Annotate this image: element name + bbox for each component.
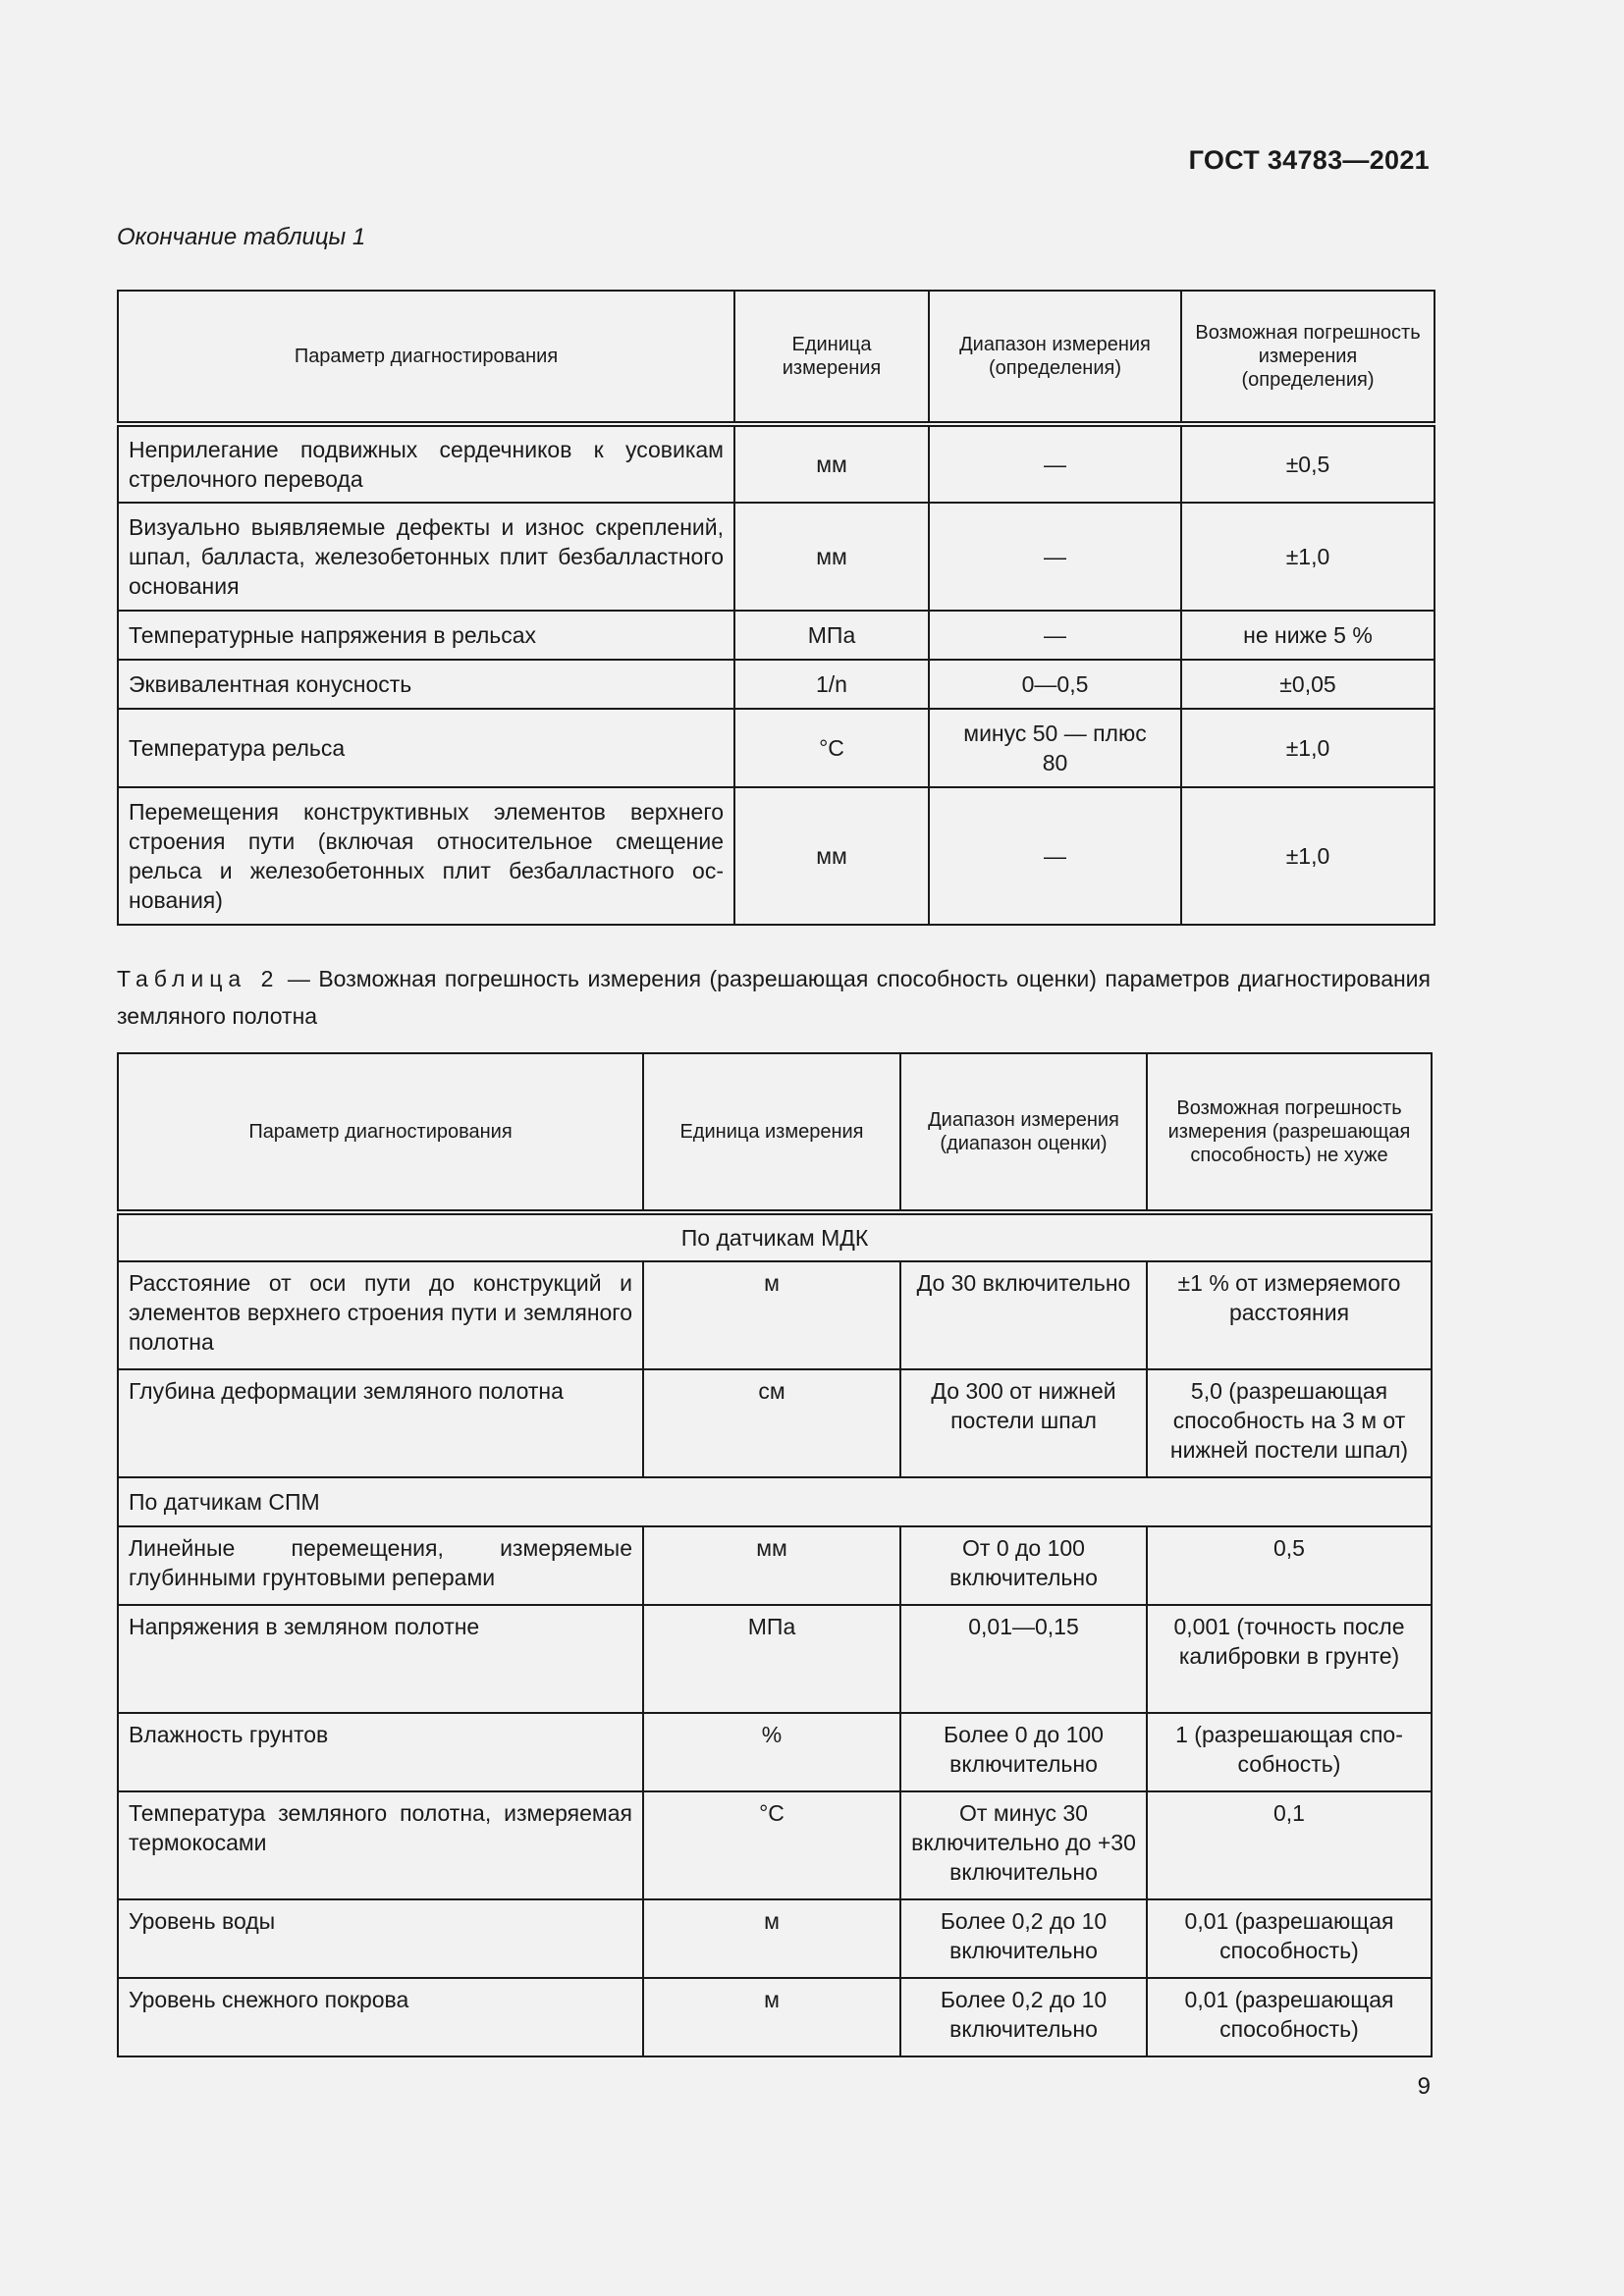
table2-cell-parameter: Уровень снежного покрова (118, 1978, 643, 2056)
table2-cell-unit: м (643, 1978, 900, 2056)
table-row (118, 787, 1435, 925)
section-mdk: По датчикам МДК (118, 1212, 1432, 1261)
table2-cell-unit: см (643, 1369, 900, 1477)
table1-cell-unit: МПа (734, 611, 929, 660)
table2-cell-error: 5,0 (разрешающая способность на 3 м от нижней постели шпал) (1147, 1369, 1432, 1477)
table-row (118, 1605, 1432, 1713)
table2-cell-error: 0,5 (1147, 1526, 1432, 1605)
table2-header-error: Возможная погрешность измерения (разрешающая способность) не хуже (1147, 1053, 1432, 1212)
table2-cell-parameter: Влажность грунтов (118, 1713, 643, 1791)
table2-cell-parameter: Глубина деформации земляного полотна (118, 1369, 643, 1477)
table-section-row (118, 1212, 1432, 1261)
standard-designation: ГОСТ 34783—2021 (1188, 145, 1430, 175)
table2-cell-parameter: Напряжения в земляном полотне (118, 1605, 643, 1713)
table1-header-range: Диапазон измерения (определения) (929, 291, 1181, 424)
table2-cell-error: 1 (разрешающая способность) (1147, 1713, 1432, 1791)
table2-cell-error: 0,001 (точность после калибровки в грунте) (1147, 1605, 1432, 1713)
table1-cell-parameter: Перемещения конструктивных элементов верхнего строения пути (включая относительное смещение рельса и железобетонных плит безбалластного основания) (118, 787, 734, 925)
table-row (118, 1526, 1432, 1605)
table-row (118, 1791, 1432, 1899)
table2-cell-error: ±1 % от измеряемого расстояния (1147, 1261, 1432, 1369)
table1-cell-range: — (929, 611, 1181, 660)
table-row (118, 1261, 1432, 1369)
table-row (118, 424, 1435, 503)
table2-header-parameter: Параметр диагностирования (118, 1053, 643, 1212)
table-row (118, 611, 1435, 660)
table1-cell-range: 0—0,5 (929, 660, 1181, 709)
table1-cell-parameter: Температурные напряжения в рельсах (118, 611, 734, 660)
table-section-row (118, 1477, 1432, 1526)
table2-cell-error: 0,1 (1147, 1791, 1432, 1899)
table2-cell-error: 0,01 (разрешающая способность) (1147, 1978, 1432, 2056)
table1-cell-range: — (929, 424, 1181, 503)
table2-cell-range: 0,01—0,15 (900, 1605, 1147, 1713)
table-1 (117, 290, 1435, 926)
table1-cell-unit: °С (734, 709, 929, 787)
table1-cell-range: — (929, 503, 1181, 611)
section-spm: По датчикам СПМ (118, 1477, 1432, 1526)
table2-cell-range: От 0 до 100 включительно (900, 1526, 1147, 1605)
table1-cell-parameter: Температура рельса (118, 709, 734, 787)
table1-cell-error: ±0,05 (1181, 660, 1435, 709)
page-number: 9 (1417, 2073, 1431, 2100)
table1-cell-unit: мм (734, 503, 929, 611)
table2-cell-parameter: Линейные перемещения, измеряемые глубинными грунтовыми реперами (118, 1526, 643, 1605)
table2-cell-range: Более 0,2 до 10 включительно (900, 1978, 1147, 2056)
table1-cell-unit: 1/n (734, 660, 929, 709)
table1-header-unit: Единица измерения (734, 291, 929, 424)
table2-cell-unit: МПа (643, 1605, 900, 1713)
table2-cell-range: Более 0,2 до 10 включительно (900, 1899, 1147, 1978)
table2-cell-range: До 30 включительно (900, 1261, 1147, 1369)
table2-cell-range: До 300 от нижней постели шпал (900, 1369, 1147, 1477)
table-row (118, 503, 1435, 611)
table1-cell-unit: мм (734, 424, 929, 503)
table1-cell-error: ±1,0 (1181, 503, 1435, 611)
table1-cell-error: не ниже 5 % (1181, 611, 1435, 660)
table2-cell-unit: м (643, 1899, 900, 1978)
table1-cell-range: минус 50 — плюс 80 (929, 709, 1181, 787)
table2-header-range: Диапазон измерения (диапазон оценки) (900, 1053, 1147, 1212)
table1-cell-parameter: Эквивалентная конусность (118, 660, 734, 709)
table2-cell-parameter: Расстояние от оси пути до конструкций и элементов верхнего строения пути и земляного полотна (118, 1261, 643, 1369)
table1-cell-error: ±1,0 (1181, 787, 1435, 925)
table1-cell-error: ±1,0 (1181, 709, 1435, 787)
table-row (118, 1899, 1432, 1978)
table1-continuation-label: Окончание таблицы 1 (117, 224, 366, 250)
table2-caption (117, 960, 1431, 1035)
table2-cell-unit: °С (643, 1791, 900, 1899)
table-row (118, 1713, 1432, 1791)
table1-cell-unit: мм (734, 787, 929, 925)
table2-cell-unit: % (643, 1713, 900, 1791)
table1-cell-range: — (929, 787, 1181, 925)
table2-cell-unit: мм (643, 1526, 900, 1605)
table1-cell-parameter: Визуально выявляемые дефекты и износ скреплений, шпал, балласта, железобетонных плит безбалластного основания (118, 503, 734, 611)
table-2 (117, 1052, 1433, 2057)
table2-caption-label: Таблица 2 (117, 966, 280, 991)
table-row (118, 1978, 1432, 2056)
table2-cell-range: Более 0 до 100 включительно (900, 1713, 1147, 1791)
table1-header-error: Возможная погрешность измерения (определения) (1181, 291, 1435, 424)
table2-cell-error: 0,01 (разрешающая способность) (1147, 1899, 1432, 1978)
table-row (118, 709, 1435, 787)
table2-cell-parameter: Уровень воды (118, 1899, 643, 1978)
table1-header-parameter: Параметр диагностирования (118, 291, 734, 424)
table2-header-unit: Единица измерения (643, 1053, 900, 1212)
table1-cell-parameter: Неприлегание подвижных сердечников к усовикам стрелочного перевода (118, 424, 734, 503)
table2-cell-unit: м (643, 1261, 900, 1369)
table1-cell-error: ±0,5 (1181, 424, 1435, 503)
table2-cell-range: От минус 30 включительно до +30 включительно (900, 1791, 1147, 1899)
table-row (118, 1369, 1432, 1477)
table2-caption-text: — Возможная погрешность измерения (разрешающая способность оценки) параметров диагностирования земляного полотна (117, 966, 1431, 1029)
table2-cell-parameter: Температура земляного полотна, измеряемая термокосами (118, 1791, 643, 1899)
table-row (118, 660, 1435, 709)
